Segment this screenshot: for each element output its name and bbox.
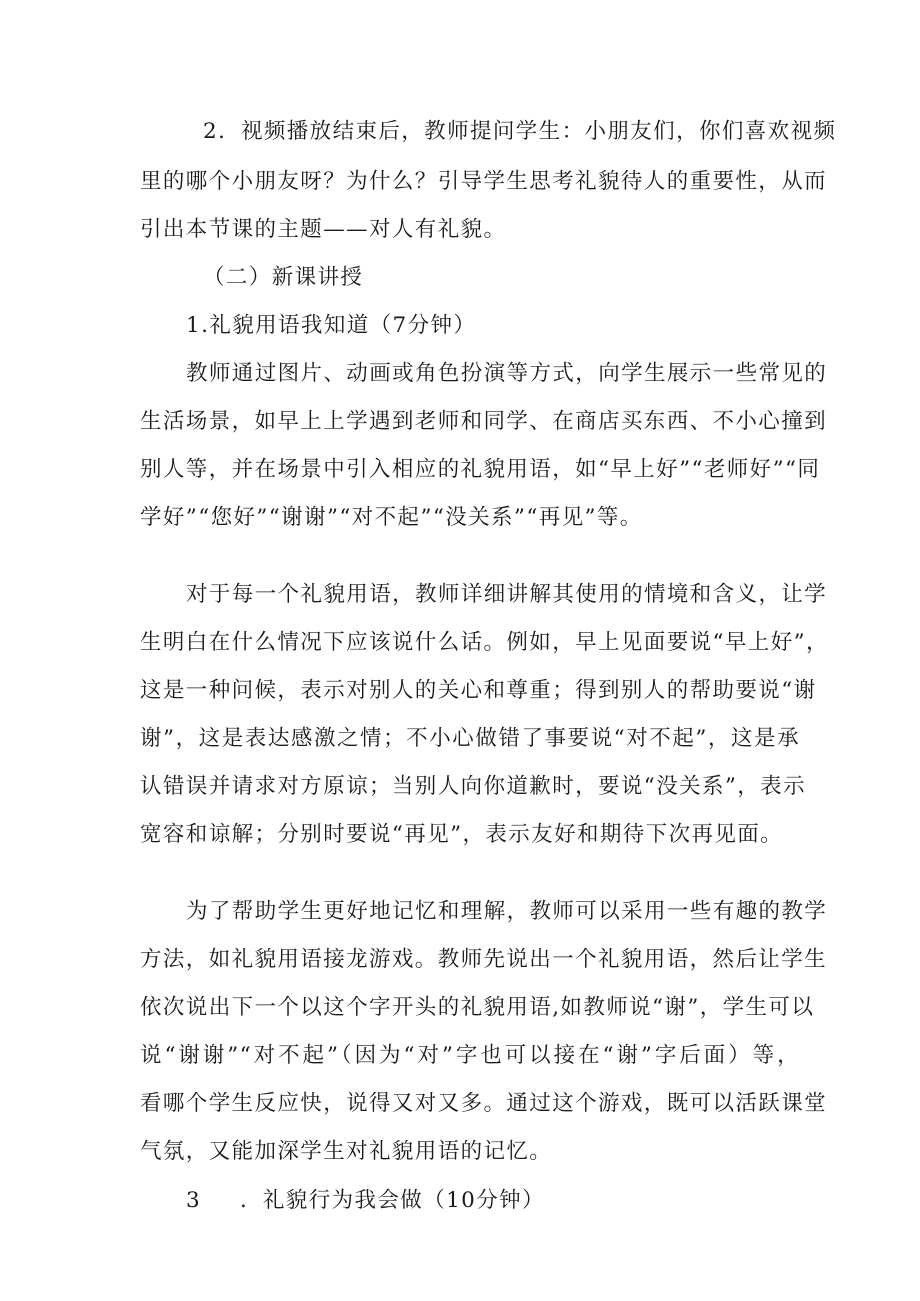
para2-line-2: 生活场景，如早上上学遇到老师和同学、在商店买东西、不小心撞到 bbox=[140, 409, 828, 434]
para1-line-2: 里的哪个小朋友呀？为什么？引导学生思考礼貌待人的重要性，从而 bbox=[140, 169, 828, 194]
subsection-3-title: ．礼貌行为我会做（10分钟） bbox=[240, 1188, 545, 1213]
subsection-heading-1: 1.礼貌用语我知道（7分钟） bbox=[186, 313, 477, 338]
para3-line-1: 对于每一个礼貌用语，教师详细讲解其使用的情境和含义，让学 bbox=[186, 582, 828, 607]
para4-line-4: 说“谢谢”“对不起”（因为“对”字也可以接在“谢”字后面）等， bbox=[140, 1043, 800, 1068]
para2-line-3: 别人等，并在场景中引入相应的礼貌用语，如“早上好”“老师好”“同 bbox=[140, 457, 821, 482]
para2-line-1: 教师通过图片、动画或角色扮演等方式，向学生展示一些常见的 bbox=[186, 361, 828, 386]
para3-line-4: 谢”，这是表达感激之情；不小心做错了事要说“对不起”，这是承 bbox=[140, 726, 800, 751]
para4-line-2: 方法，如礼貌用语接龙游戏。教师先说出一个礼貌用语，然后让学生 bbox=[140, 947, 828, 972]
subsection-3-number: 3 bbox=[186, 1188, 202, 1213]
para3-line-5: 认错误并请求对方原谅；当别人向你道歉时，要说“没关系”，表示 bbox=[140, 774, 806, 799]
section-heading: （二）新课讲授 bbox=[203, 265, 364, 290]
para4-line-5: 看哪个学生反应快，说得又对又多。通过这个游戏，既可以活跃课堂 bbox=[140, 1091, 828, 1116]
para3-line-3: 这是一种问候，表示对别人的关心和尊重；得到别人的帮助要说“谢 bbox=[140, 678, 817, 703]
para3-line-2: 生明白在什么情况下应该说什么话。例如，早上见面要说“早上好”， bbox=[140, 630, 829, 655]
para1-line-3: 引出本节课的主题——对人有礼貌。 bbox=[140, 217, 507, 242]
para4-line-3: 依次说出下一个以这个字开头的礼貌用语,如教师说“谢”，学生可以 bbox=[140, 995, 815, 1020]
para4-line-1: 为了帮助学生更好地记忆和理解，教师可以采用一些有趣的教学 bbox=[186, 899, 828, 924]
para1-line-1: 2．视频播放结束后，教师提问学生：小朋友们，你们喜欢视频 bbox=[203, 119, 837, 144]
para2-line-4: 学好”“您好”“谢谢”“对不起”“没关系”“再见”等。 bbox=[140, 505, 643, 530]
para3-line-6: 宽容和谅解；分别时要说“再见”，表示友好和期待下次再见面。 bbox=[140, 822, 784, 847]
subsection-heading-3 bbox=[186, 1186, 800, 1216]
para4-line-6: 气氛，又能加深学生对礼貌用语的记忆。 bbox=[140, 1139, 553, 1164]
